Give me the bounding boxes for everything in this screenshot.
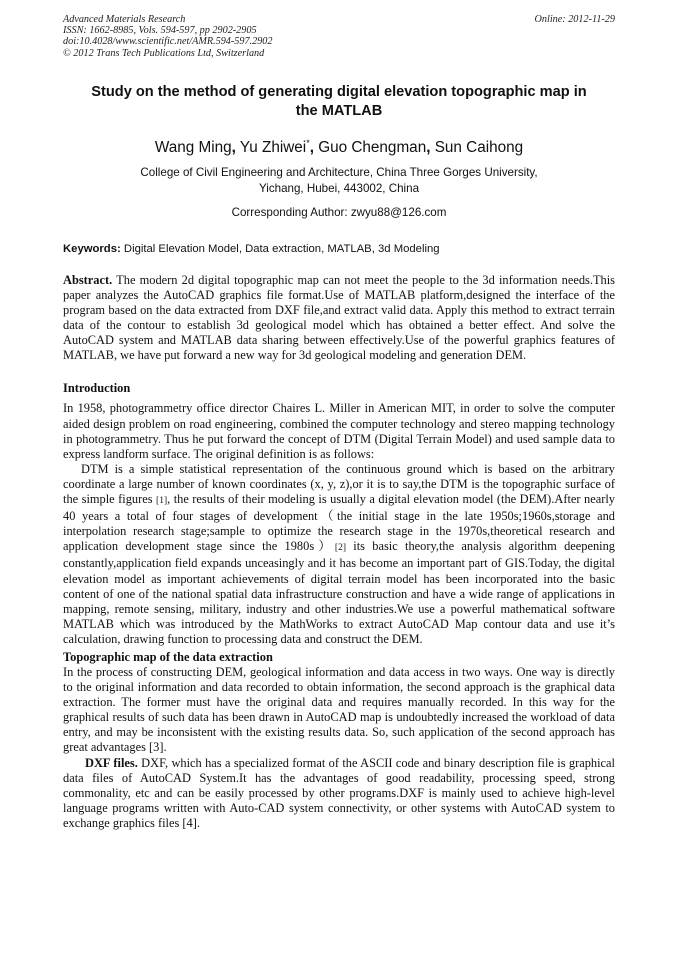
citation: [1]	[156, 496, 168, 507]
topographic-heading: Topographic map of the data extraction	[63, 649, 273, 664]
copyright-line: © 2012 Trans Tech Publications Ltd, Switzerland	[63, 47, 265, 59]
author-list: Wang Ming, Yu Zhiwei*, Guo Chengman, Sun Caihong	[154, 137, 524, 156]
doi-line: doi:10.4028/www.scientific.net/AMR.594-597.2902	[63, 36, 273, 48]
online-date: Online: 2012-11-29	[534, 14, 615, 25]
dxf-paragraph	[63, 756, 615, 831]
author-1: Wang Ming	[154, 138, 232, 156]
paper-title: Study on the method of generating digital elevation topographic map in the MATLAB	[91, 83, 587, 119]
topographic-paragraph-1: In the process of constructing DEM, geological information and data access in two ways. One way is directly to the original information and data recorded to obtain information, the second approach is the graphical data extraction. The former must have the original data and requires manually recorded. In this way for the graphical results of such data has been drawn in AutoCAD map is undoubtedly increased the workload of data entry, and may be inconsistent with the existing results data. So, such application of the second approach has great advantages [3].	[63, 664, 615, 755]
keywords-label: Keywords:	[63, 242, 121, 255]
author-3: Guo Chengman	[313, 138, 427, 156]
introduction-heading: Introduction	[63, 381, 131, 396]
intro-paragraph-1: In 1958, photogrammetry office director Chaires L. Miller in American MIT, in order to solve the computer aided design problem on road engineering, combined the computer technology and stereo mapping technology in photogrammetry. Thus he put forward the concept of DTM (Digital Terrain Model) and used sample data to express landform surface. The original definition is as follows:	[63, 401, 615, 461]
keywords	[63, 243, 615, 255]
issn-line: ISSN: 1662-8985, Vols. 594-597, pp 2902-2905	[63, 25, 257, 37]
journal-name: Advanced Materials Research	[63, 14, 186, 25]
journal-header	[63, 14, 615, 59]
citation: [2]	[334, 543, 346, 554]
abstract-label: Abstract.	[63, 272, 113, 287]
author-4: Sun Caihong	[430, 138, 524, 156]
abstract	[63, 273, 615, 364]
affiliation: College of Civil Engineering and Architecture, China Three Gorges University, Yichang, Hubei, 443002, China	[140, 165, 538, 195]
dxf-label: DXF files.	[85, 755, 138, 770]
corresponding-mark: *	[306, 137, 310, 148]
intro-paragraph-2: DTM is a simple statistical representation of the continuous ground which is based on the arbitrary coordinate a large number of known coordinates (x, y, z),or it is to say,the DTM is the topographic surface of the simple figures [1], the results of their modeling is usually a digital elevation model (the DEM).After nearly 40 years a total of four stages of development（the initial stage in the late 1950s;1960s,storage and interpolation research stage;sample to optimize the research stage in the 1970s,theoretical research and application development stage since the 1980s）[2] its basic theory,the analysis algorithm deepening constantly,application field expands unceasingly and it has become an important part of GIS.Today, the digital elevation model as important achievements of digital terrain model has been incorporated into the basic content of one of the national spatial data infrastructure construction and have a wide range of applications in mapping, remote sensing, military, industry and other industries.We use a powerful mathematical software MATLAB which was introduced by the MathWorks to extract AutoCAD Map contour data and use it’s calculation, drawing function to processing data and construct the DEM.	[63, 461, 615, 646]
abstract-text: The modern 2d digital topographic map can not meet the people to the 3d information needs.This paper analyzes the AutoCAD graphics file format.Use of MATLAB platform,designed the interface of the program based on the data extracted from DXF file,and extract valid data. Apply this method to extract terrain data of the contour to establish 3d geological model which has obtained a better effect. And solve the AutoCAD system and MATLAB data sharing between effectively.Use of the powerful graphics features of MATLAB, we have put forward a new way for 3d geological modeling and generation DEM.	[63, 272, 615, 363]
corresponding-author: Corresponding Author: zwyu88@126.com	[231, 205, 447, 219]
keywords-text: Digital Elevation Model, Data extraction, MATLAB, 3d Modeling	[120, 242, 440, 255]
dxf-text: DXF, which has a specialized format of the ASCII code and binary description file is graphical data files of AutoCAD System.It has the advantages of good readability, processing speed, strong commonality, etc and can be easily processed by other programs.DXF is mainly used to achieve high-level language programs written with Auto-CAD system connectivity, or other systems with AutoCAD system to exchange graphics files [4].	[63, 755, 615, 830]
paper-page	[63, 14, 615, 831]
author-2: Yu Zhiwei	[235, 138, 307, 156]
